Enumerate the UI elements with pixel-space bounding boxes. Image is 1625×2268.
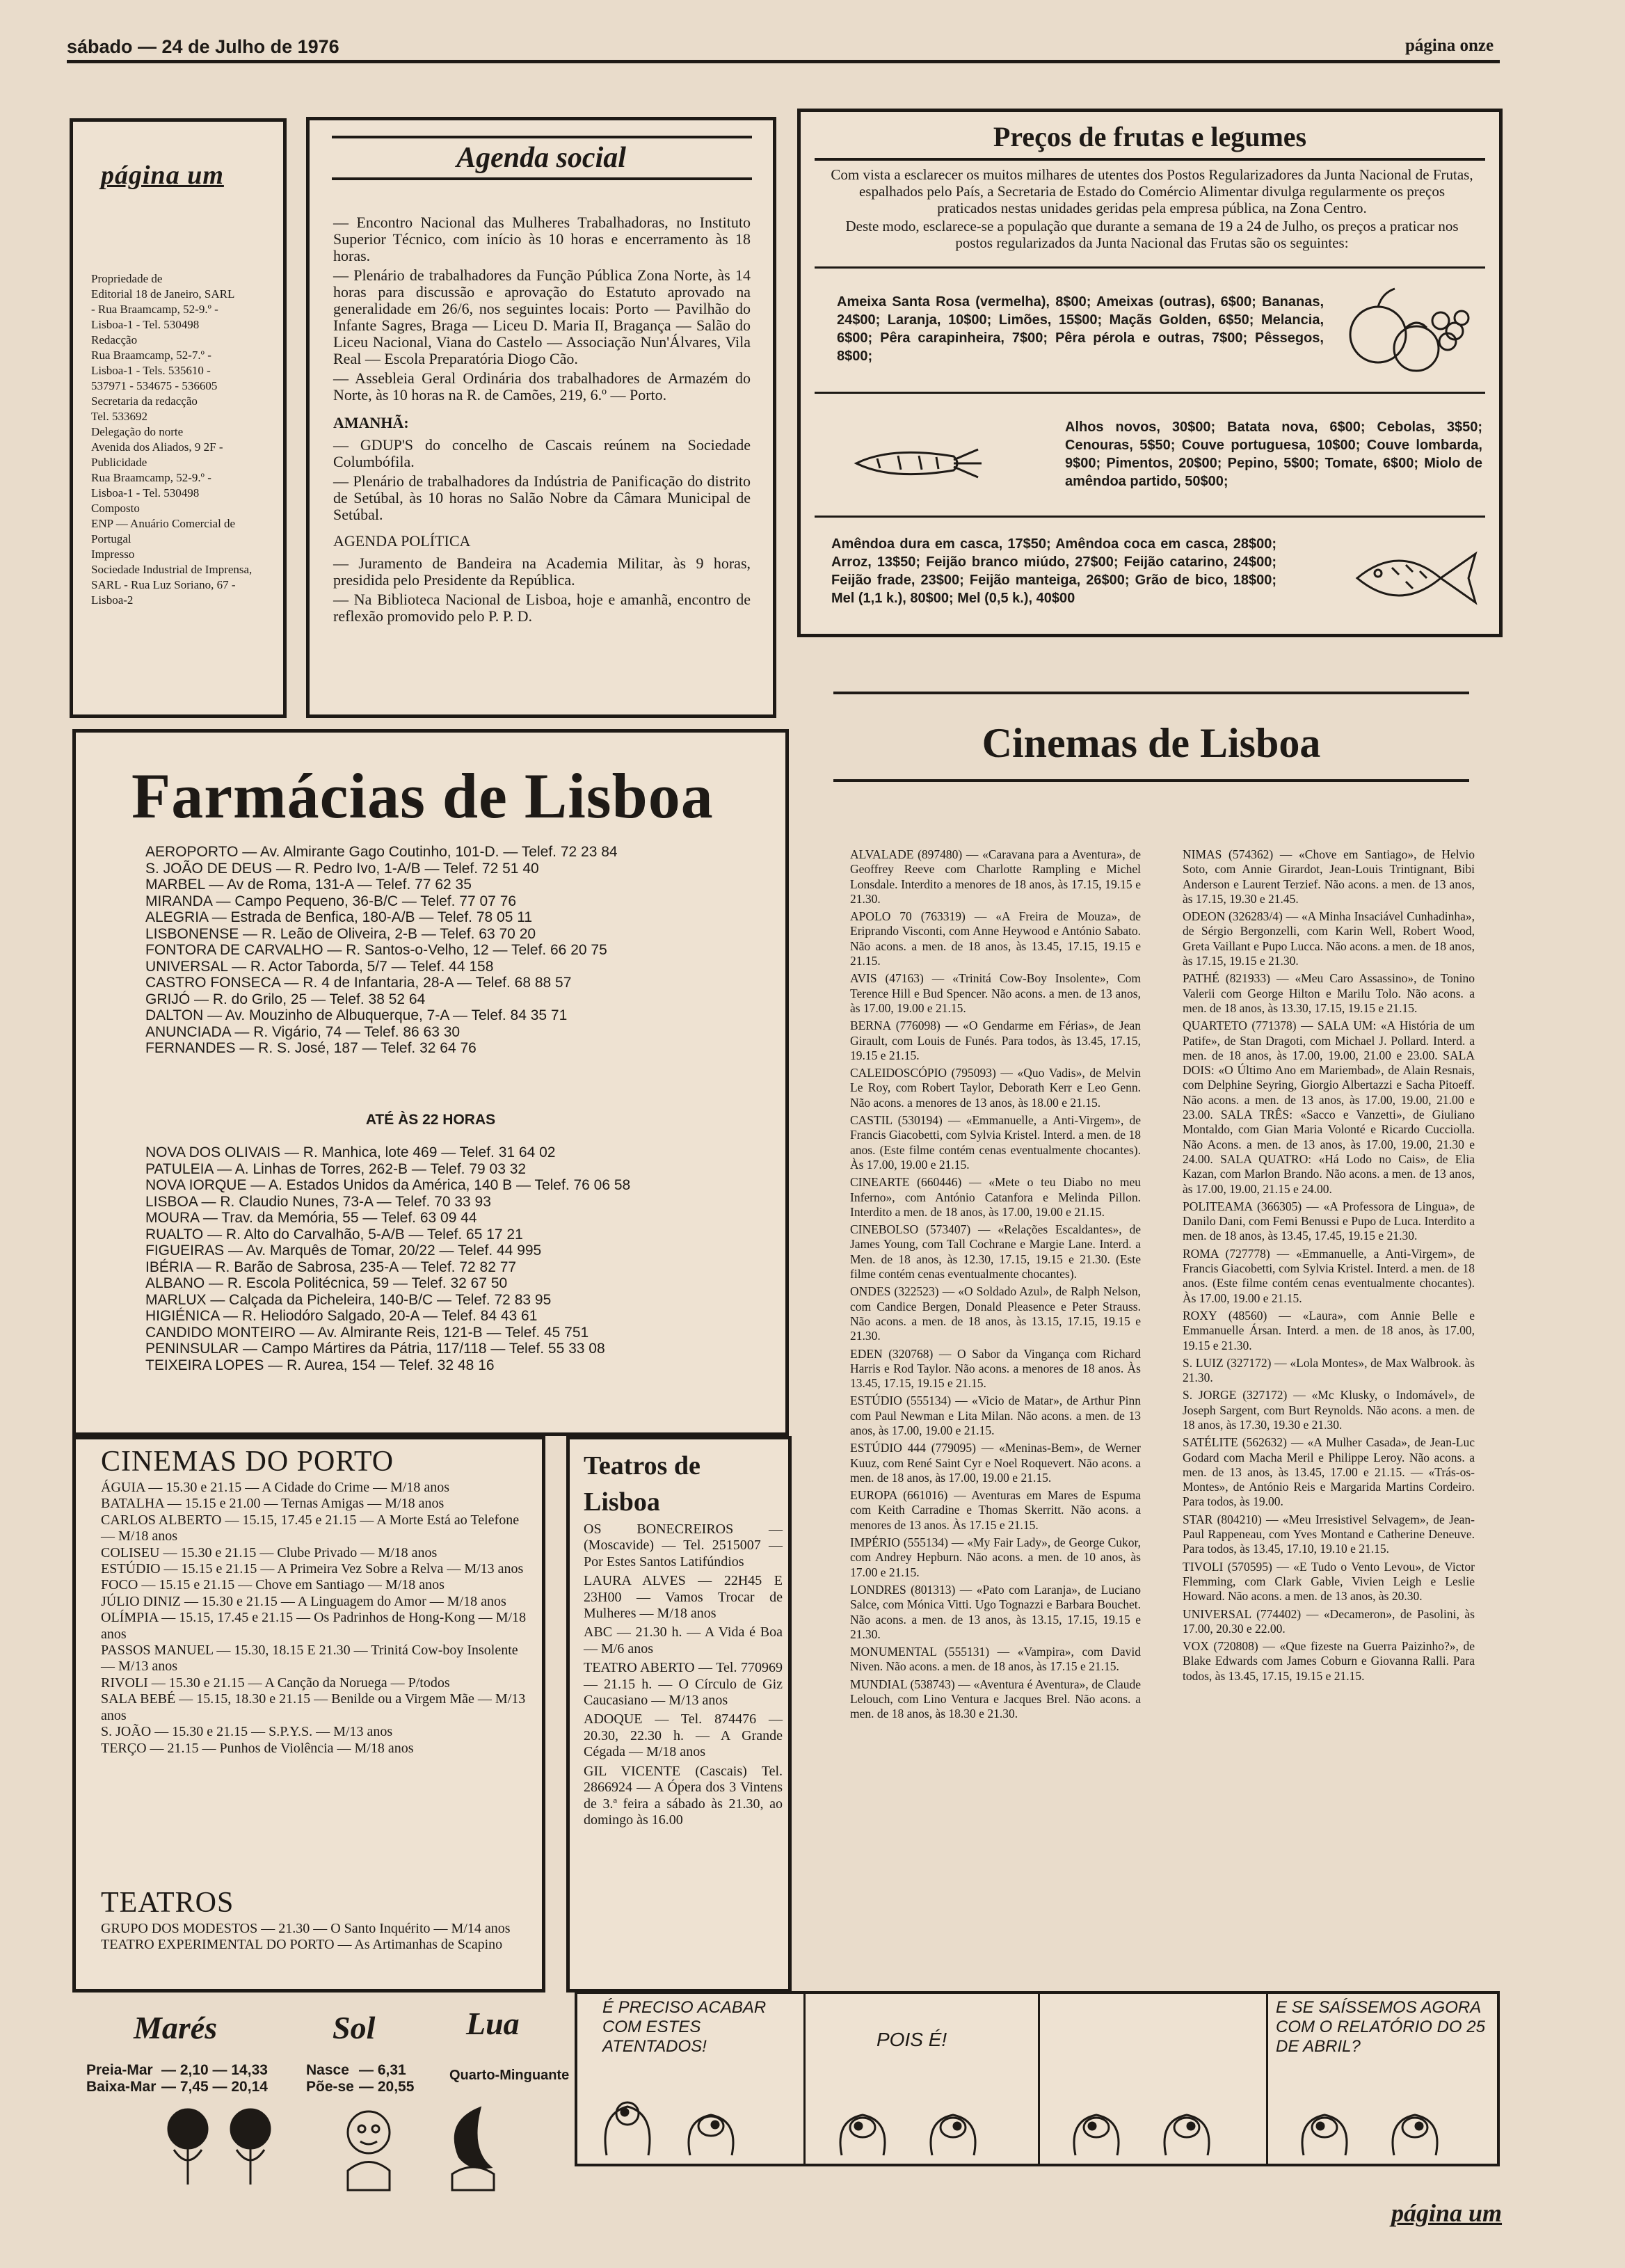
sol-title: Sol: [333, 2010, 376, 2045]
farmacia-late-entry: HIGIÉNICA — R. Heliodóro Salgado, 20-A — Telef. 84 43 61: [145, 1308, 538, 1324]
agenda-item: — Assebleia Geral Ordinária dos trabalhadores de Armazém do Norte, às 10 horas na R. de Camões, 219, 6.º — Porto.: [333, 369, 751, 404]
farmacia-late-entry: NOVA IORQUE — A. Estados Unidos da América, 140 B — Telef. 76 06 58: [145, 1177, 631, 1193]
cinema-listing: BERNA (776098) — «O Gendarme em Férias», de Jean Girault, com Louis de Funés. Para todos, às 13.45, 17.15, 19.15 e 21.15.: [850, 1019, 1141, 1062]
sol-table: [306, 2062, 414, 2095]
cinema-listing: EUROPA (661016) — Aventuras em Mares de Espuma com Keith Carradine e Thomas Skerritt. Não acons. a menores de 13 anos. Às 17.15 e 21.15.: [850, 1488, 1141, 1532]
farmacias-list: [145, 844, 771, 1057]
cartoon-characters-panel-1: [586, 2072, 794, 2162]
farmacia-late-entry: ALBANO — R. Escola Politécnica, 59 — Telef. 32 67 50: [145, 1275, 508, 1291]
cinema-listing: CALEIDOSCÓPIO (795093) — «Quo Vadis», de Melvin Le Roy, com Robert Taylor, Deborath Kerr e Leo Genn. Não acons. a menores de 13 anos, às 18.00 e 21.15.: [850, 1066, 1141, 1110]
farmacia-late-entry: PENINSULAR — Campo Mártires da Pátria, 117/118 — Telef. 55 33 08: [145, 1341, 605, 1357]
page-number: página onze: [1405, 36, 1494, 55]
precos-legumes: Alhos novos, 30$00; Batata nova, 6$00; Cebolas, 3$50; Cenouras, 5$50; Couve portuguesa, 10$00; Couve lombarda, 9$00; Pimentos, 20$00; Pepino, 5$00; Tomate, 6$00; Miolo de amêndoa partido, 50$00;: [1065, 420, 1482, 489]
sol-nasce-value: — 6,31: [359, 2062, 406, 2078]
precos-intro-text: Com vista a esclarecer os muitos milhares de utentes dos Postos Regularizadores da Junta Nacional de Frutas, espalhados pelo País, a Secretaria de Estado do Comércio Alimentar divulga regularmente os preços praticados nestas unidades geridas pela empresa pública, na Zona Centro.: [831, 166, 1473, 216]
precos-intro2-text: Deste modo, esclarece-se a população que durante a semana de 19 a 24 de Julho, os preços a praticar nos postos regularizados da Junta Nacional das Frutas são os seguintes:: [845, 218, 1459, 251]
masthead-line: Composto: [91, 502, 140, 515]
cartoon-characters-panel-4: [1276, 2072, 1484, 2162]
masthead-logo: página um: [101, 161, 224, 190]
lua-face-illustration: [431, 2101, 515, 2191]
teatro-listing: OS BONECREIROS — (Moscavide) — Tel. 2515007 — Por Estes Santos Latifúndios: [584, 1522, 783, 1570]
fruit-basket-illustration: [1336, 279, 1475, 383]
porto-cinema-listing: JÚLIO DINIZ — 15.30 e 21.15 — A Linguagem do Amor — M/18 anos: [101, 1593, 506, 1609]
cinema-listing: CASTIL (530194) — «Emmanuelle, a Anti-Virgem», de Francis Giacobetti, com Sylvia Kristel. Interd. a men. de 18 anos. (Este filme contém cenas eventualmente chocantes). Às 17.00, 19.00 e 21.15.: [850, 1113, 1141, 1172]
cinema-listing: S. LUIZ (327172) — «Lola Montes», de Max Walbrook. às 21.30.: [1183, 1355, 1475, 1385]
page-date: sábado — 24 de Julho de 1976: [67, 36, 339, 57]
porto-cinema-listing: ÁGUIA — 15.30 e 21.15 — A Cidade do Crime — M/18 anos: [101, 1480, 450, 1495]
teatro-listing: GIL VICENTE (Cascais) Tel. 2866924 — A Ópera dos 3 Vintens de 3.ª feira a sábado às 21.30, ao domingo às 16.00: [584, 1763, 783, 1828]
cinema-listing: APOLO 70 (763319) — «A Freira de Mouza», de Eriprando Visconti, com Anne Heywood e António Sabato. Não acons. a men. de 18 anos, às 13.45, 17.15, 19.15 e 21.15.: [850, 909, 1141, 968]
cinema-listing: PATHÉ (821933) — «Meu Caro Assassino», de Tonino Valerii com George Hilton e Marilu Tolo. Não acons. a men. de 18 anos, às 13.30, 17.15, 19.15 e 21.15.: [1183, 971, 1475, 1015]
agenda-amanha-item: — GDUP'S do concelho de Cascais reúnem na Sociedade Columbófila.: [333, 436, 751, 470]
porto-cinema-listing: RIVOLI — 15.30 e 21.15 — A Canção da Noruega — P/todos: [101, 1675, 450, 1691]
farmacia-entry: CASTRO FONSECA — R. 4 de Infantaria, 28-A — Telef. 68 88 57: [145, 975, 572, 991]
cartoon-characters-panel-2: [814, 2072, 1023, 2162]
teatros-lisboa-title: Teatros de Lisboa: [584, 1451, 701, 1517]
cinema-listing: ROXY (48560) — «Laura», com Annie Belle e Emmanuelle Ársan. Interd. a men. de 18 anos, às 17.00, 19.15 e 21.30.: [1183, 1308, 1475, 1352]
teatros-lisboa-list: [584, 1522, 783, 1831]
mares-table: [86, 2062, 268, 2095]
baixa-mar-label: Baixa-Mar: [86, 2079, 157, 2095]
cinema-listing: MONUMENTAL (555131) — «Vampira», com David Niven. Não acons. a men. de 18 anos, às 17.15 e 21.15.: [850, 1645, 1141, 1674]
farmacia-late-entry: FIGUEIRAS — Av. Marquês de Tomar, 20/22 — Telef. 44 995: [145, 1243, 542, 1259]
precos-intro: [828, 166, 1475, 251]
farmacia-late-entry: PATULEIA — A. Linhas de Torres, 262-B — Telef. 79 03 32: [145, 1160, 527, 1177]
farmacia-late-entry: MARLUX — Calçada da Picheleira, 140-B/C — Telef. 72 83 95: [145, 1291, 552, 1308]
masthead-line: Tel. 533692: [91, 410, 147, 423]
cinemas-lisboa-title: Cinemas de Lisboa: [982, 720, 1321, 766]
cinemas-title-rule: [833, 779, 1469, 782]
agenda-politica-item: — Na Biblioteca Nacional de Lisboa, hoje e amanhã, encontro de reflexão promovido pelo P. P. D.: [333, 591, 751, 625]
farmacia-late-entry: LISBOA — R. Claudio Nunes, 73-A — Telef. 70 33 93: [145, 1193, 491, 1210]
cinema-listing: ROMA (727778) — «Emmanuelle, a Anti-Virgem», de Francis Giacobetti, com Sylvia Kristel. Interd. a men. de 18 anos. (Este filme contém cenas eventualmente chocantes). Às 17.00, 19.00 e 21.15.: [1183, 1246, 1475, 1305]
cinema-listing: NIMAS (574362) — «Chove em Santiago», de Helvio Soto, com Annie Girardot, Jean-Louis Trintignant, Bibi Anderson e Laurent Terzief. Não acons. a men. de 13 anos, às 17.15, 19.30 e 21.45.: [1183, 847, 1475, 906]
masthead-line: ENP — Anuário Comercial de Portugal: [91, 517, 236, 545]
masthead-line: Propriedade de: [91, 272, 163, 285]
precos-outros: Amêndoa dura em casca, 17$50; Amêndoa coca em casca, 28$00; Arroz, 13$50; Feijão branco miúdo, 27$00; Feijão catarino, 24$00; Feijão frade, 23$00; Feijão manteiga, 26$00; Grão de bico, 18$00; Mel (1,1 k.), 80$00; Mel (0,5 k.), 40$00: [831, 536, 1276, 606]
teatro-listing: LAURA ALVES — 22H45 E 23H00 — Vamos Trocar de Mulheres — M/18 anos: [584, 1573, 783, 1622]
precos-box: [797, 109, 1503, 637]
porto-cinema-listing: CARLOS ALBERTO — 15.15, 17.45 e 21.15 — A Morte Está ao Telefone — M/18 anos: [101, 1512, 520, 1544]
cinemas-lisboa-col2: [1183, 847, 1475, 1686]
cinema-listing: ESTÚDIO 444 (779095) — «Meninas-Bem», de Werner Kuuz, com René Saint Cyr e Noel Roquevert. Não acons. a men. de 18 anos, às 17.00, 19.00 e 21.15.: [850, 1441, 1141, 1485]
precos-rule-3: [815, 516, 1485, 518]
teatro-listing: ADOQUE — Tel. 874476 — 20.30, 22.30 h. — A Grande Cégada — M/18 anos: [584, 1711, 783, 1760]
masthead-line: Impresso: [91, 548, 135, 561]
farmacia-entry: FERNANDES — R. S. José, 187 — Telef. 32 64 76: [145, 1040, 477, 1056]
teatros-lisboa-box: [566, 1436, 792, 1993]
porto-cinema-listing: BATALHA — 15.15 e 21.00 — Ternas Amigas — M/18 anos: [101, 1496, 445, 1512]
precos-title-rule: [815, 158, 1485, 161]
lua-phase: Quarto-Minguante: [449, 2068, 570, 2083]
agenda-top-rule: [332, 136, 752, 138]
cinema-listing: POLITEAMA (366305) — «A Professora de Lingua», de Danilo Dani, com Femi Benussi e Pupo de Luca. Interdito a men. de 18 anos, às 13.45, 17.45, 19.15 e 21.30.: [1183, 1199, 1475, 1243]
masthead-line: Avenida dos Aliados, 9 2F -: [91, 440, 223, 454]
farmacia-late-entry: MOURA — Trav. da Memória, 55 — Telef. 63 09 44: [145, 1210, 477, 1226]
masthead-line: Editorial 18 de Janeiro, SARL: [91, 287, 235, 301]
preia-mar-label: Preia-Mar: [86, 2062, 153, 2078]
agenda-item: — Encontro Nacional das Mulheres Trabalhadoras, no Instituto Superior Técnico, com início às 10 horas e encerramento às 18 horas.: [333, 214, 751, 264]
masthead-line: Rua Braamcamp, 52-7.º -: [91, 349, 211, 362]
cinemas-porto-title: CINEMAS DO PORTO: [101, 1446, 394, 1478]
porto-cinema-listing: OLÍMPIA — 15.15, 17.45 e 21.15 — Os Padrinhos de Hong-Kong — M/18 anos: [101, 1610, 527, 1642]
cinema-listing: EDEN (320768) — O Sabor da Vingança com Richard Harris e Rod Taylor. Não acons. a menores de 18 anos. Às 13.45, 17.15, 19.15 e 21.15.: [850, 1346, 1141, 1391]
porto-cinema-listing: ESTÚDIO — 15.15 e 21.15 — A Primeira Vez Sobre a Relva — M/13 anos: [101, 1561, 524, 1577]
agenda-amanha-item: — Plenário de trabalhadores da Indústria de Panificação do distrito de Setúbal, às 10 horas no Salão Nobre da Câmara Municipal de Setúbal.: [333, 472, 751, 523]
teatros-porto-list: [101, 1921, 532, 1954]
farmacia-entry: MIRANDA — Campo Pequeno, 36-B/C — Telef. 77 07 76: [145, 893, 517, 909]
cartoon-divider-2: [1038, 1994, 1040, 2164]
farmacia-entry: AEROPORTO — Av. Almirante Gago Coutinho, 101-D. — Telef. 72 23 84: [145, 844, 618, 860]
cinemas-lisboa-col1: [850, 847, 1141, 1725]
farmacia-entry: UNIVERSAL — R. Actor Taborda, 5/7 — Telef. 44 158: [145, 958, 494, 975]
farmacia-entry: GRIJÓ — R. do Grilo, 25 — Telef. 38 52 64: [145, 991, 426, 1007]
footer-logo: página um: [1391, 2199, 1503, 2227]
cinema-listing: CINEBOLSO (573407) — «Relações Escaldantes», de James Young, com Tall Cochrane e Margie Lane. Interd. a Men. de 18 anos, às 12.30, 17.15, 19.15 e 21.30. (Este filme contém cenas eventualmente chocantes).: [850, 1222, 1141, 1281]
sol-poe-label: Põe-se: [306, 2079, 354, 2095]
porto-cinema-listing: S. JOÃO — 15.30 e 21.15 — S.P.Y.S. — M/13 anos: [101, 1724, 393, 1740]
precos-title: Preços de frutas e legumes: [993, 121, 1307, 152]
cartoon-divider-3: [1266, 1994, 1268, 2164]
agenda-politica-label: AGENDA POLÍTICA: [333, 532, 471, 550]
farmacia-late-entry: IBÉRIA — R. Barão de Sabrosa, 235-A — Telef. 72 82 77: [145, 1259, 517, 1275]
masthead-line: 537971 - 534675 - 536605: [91, 379, 218, 392]
cinema-listing: MUNDIAL (538743) — «Aventura é Aventura», de Claude Lelouch, com Lino Ventura e Jacques Brel. Não acons. a men. de 18 anos, às 18.30 e 21.30.: [850, 1677, 1141, 1721]
cinema-listing: CINEARTE (660446) — «Mete o teu Diabo no meu Inferno», com António Catanfora e Melinda Pillon. Interdito a men. de 18 anos, às 17.00, 19.00 e 21.15.: [850, 1175, 1141, 1219]
masthead-line: Publicidade: [91, 456, 147, 469]
porto-cinema-listing: PASSOS MANUEL — 15.30, 18.15 E 21.30 — Trinitá Cow-boy Insolente — M/13 anos: [101, 1643, 518, 1675]
agenda-item: — Plenário de trabalhadores da Função Pública Zona Norte, às 14 horas para discussão e aprovação do Estatuto aprovado na generalidade em 26/6, nos seguintes locais: Porto — Pavilhão do Infante Sagres, Braga — Liceu D. Maria II, Bragança — Salão do Liceu Nacional, Viana do Castelo — Associação Nun'Álvares, Vila Real — Escola Preparatória Diogo Cão.: [333, 266, 751, 367]
cinema-listing: STAR (804210) — «Meu Irresistivel Selvagem», de Jean-Paul Rappeneau, com Yves Montand e Catherine Deneuve. Para todos, às 13.45, 17.10, 19.10 e 21.15.: [1183, 1512, 1475, 1556]
cinema-listing: LONDRES (801313) — «Pato com Laranja», de Luciano Salce, com Mónica Vitti. Ugo Tognazzi e Barbara Bouchet. Não acons. a men. de 13 anos, às 13.15, 17.15, 19.15 e 21.30.: [850, 1582, 1141, 1641]
masthead-line: - Rua Braamcamp, 52-9.º -: [91, 303, 218, 316]
sol-poe-value: — 20,55: [359, 2079, 415, 2095]
cinemas-porto-box: [72, 1436, 545, 1993]
teatro-listing: ABC — 21.30 h. — A Vida é Boa — M/6 anos: [584, 1624, 783, 1656]
agenda-content: [333, 214, 751, 628]
preia-mar-values: — 2,10 — 14,33: [161, 2062, 268, 2078]
cartoon-bubble-2: POIS É!: [876, 2029, 947, 2050]
cinema-listing: TIVOLI (570595) — «E Tudo o Vento Levou», de Victor Flemming, com Clark Gable, Vivien Leigh e Leslie Howard. Não acons. a men. de 13 anos, às 20.30.: [1183, 1559, 1475, 1604]
masthead-line: Sociedade Industrial de Imprensa, SARL - Rua Luz Soriano, 67 - Lisboa-2: [91, 563, 253, 607]
agenda-title: Agenda social: [456, 142, 626, 174]
agenda-amanha-label: AMANHÃ:: [333, 414, 409, 431]
teatro-listing: TEATRO ABERTO — Tel. 770969 — 21.15 h. — O Círculo de Giz Caucasiano — M/13 anos: [584, 1660, 783, 1709]
cinema-listing: ONDES (322523) — «O Soldado Azul», de Ralph Nelson, com Candice Bergen, Donald Pleasence e Peter Strauss. Não acons. a men. de 18 anos, às 13.15, 17.15, 19.15 e 21.30.: [850, 1284, 1141, 1343]
cartoon-bubble-1: É PRECISO ACABAR COM ESTES ATENTADOS!: [602, 1998, 767, 2056]
farmacias-list-late: [145, 1144, 778, 1373]
farmacias-box: [72, 729, 789, 1436]
porto-teatro-listing: TEATRO EXPERIMENTAL DO PORTO — As Artimanhas de Scapino: [101, 1937, 503, 1953]
agenda-title-rule: [332, 177, 752, 180]
cinema-listing: S. JORGE (327172) — «Mc Klusky, o Indomável», de Joseph Sargent, com Burt Reynolds. Não acons. a men. de 18 anos, às 17.30, 19.30 e 21.30.: [1183, 1388, 1475, 1432]
farmacia-entry: MARBEL — Av de Roma, 131-A — Telef. 77 62 35: [145, 877, 472, 893]
masthead-line: Delegação do norte: [91, 425, 184, 438]
farmacia-entry: DALTON — Av. Mouzinho de Albuquerque, 7-A — Telef. 84 35 71: [145, 1007, 568, 1023]
farmacia-late-entry: TEIXEIRA LOPES — R. Aurea, 154 — Telef. 32 48 16: [145, 1357, 495, 1373]
lua-title: Lua: [466, 2006, 520, 2041]
precos-frutas: Ameixa Santa Rosa (vermelha), 8$00; Ameixas (outras), 6$00; Bananas, 24$00; Laranja, 10$00; Limões, 15$00; Maçãs Golden, 6$50; Melancia, 6$00; Pêra carapinheira, 7$00; Pêra pérola e outras, 7$00; Pêssegos, 8$00;: [837, 294, 1324, 364]
cinemas-top-rule: [833, 692, 1469, 694]
cartoon-divider-1: [803, 1994, 806, 2164]
sol-nasce-label: Nasce: [306, 2062, 349, 2078]
precos-rule-2: [815, 392, 1485, 394]
cinema-listing: UNIVERSAL (774402) — «Decameron», de Pasolini, às 17.00, 20.30 e 22.00.: [1183, 1606, 1475, 1636]
masthead-line: Lisboa-1 - Tels. 535610 -: [91, 364, 211, 377]
carrot-illustration: [849, 439, 988, 488]
mares-title: Marés: [134, 2010, 218, 2045]
farmacias-title: Farmácias de Lisboa: [131, 760, 714, 831]
porto-cinema-listing: COLISEU — 15.30 e 21.15 — Clube Privado — M/18 anos: [101, 1544, 438, 1560]
farmacia-entry: S. JOÃO DE DEUS — R. Pedro Ivo, 1-A/B — Telef. 72 51 40: [145, 860, 539, 877]
agenda-box: [306, 117, 776, 718]
cartoon-characters-panel-3: [1048, 2072, 1256, 2162]
masthead-line: Lisboa-1 - Tel. 530498: [91, 486, 200, 500]
agenda-politica-item: — Juramento de Bandeira na Academia Militar, às 9 horas, presidida pelo Presidente da República.: [333, 554, 751, 589]
farmacia-late-entry: RUALTO — R. Alto do Carvalhão, 5-A/B — Telef. 65 17 21: [145, 1226, 523, 1243]
cinema-listing: ALVALADE (897480) — «Caravana para a Aventura», de Geoffrey Reeve com Charlotte Rampling e Michel Lonsdale. Interdito a menores de 18 anos, às 17.15, 19.15 e 21.30.: [850, 847, 1141, 906]
precos-rule-1: [815, 266, 1485, 269]
masthead-line: Rua Braamcamp, 52-9.º -: [91, 471, 211, 484]
farmacia-late-entry: NOVA DOS OLIVAIS — R. Manhica, lote 469 — Telef. 31 64 02: [145, 1144, 556, 1160]
header-rule: [67, 60, 1500, 63]
cinema-listing: QUARTETO (771378) — SALA UM: «A História de um Patife», de Stan Dragoti, com Michael J. Pollard. Interd. a men. de 18 anos, às 17.00, 19.00, 21.00 e 23.00. SALA DOIS: «O Último Ano em Mariembad», de Alain Resnais, com Delphine Seyring, Giorgio Albertazzi e Sacha Pitoeff. Não acons. a men. de 13 anos, às 17.00, 19.00, 21.00 e 23.00. SALA TRÊS: «Sacco e Vanzetti», de Giuliano Montaldo, com Gian Maria Volonté e Ricardo Cucciolla. Não Acons. a men. de 13 anos, às 17.00, 19.00, 21.30 e 24.00. SALA QUATRO: «Há Lodo no Cais», de Elia Kazan, com Marlon Brando. Não acons. a men. de 13 anos, às 17.00, 19.00, 21.15 e 24.00.: [1183, 1019, 1475, 1196]
porto-cinema-listing: FOCO — 15.15 e 21.15 — Chove em Santiago — M/18 anos: [101, 1577, 445, 1593]
porto-teatro-listing: GRUPO DOS MODESTOS — 21.30 — O Santo Inquérito — M/14 anos: [101, 1921, 511, 1936]
farmacia-late-entry: CANDIDO MONTEIRO — Av. Almirante Reis, 121-B — Telef. 45 751: [145, 1324, 589, 1341]
farmacia-entry: ANUNCIADA — R. Vigário, 74 — Telef. 86 63 30: [145, 1023, 461, 1040]
mares-faces-illustration: [153, 2101, 292, 2191]
porto-cinema-listing: SALA BEBÉ — 15.15, 18.30 e 21.15 — Benilde ou a Virgem Mãe — M/13 anos: [101, 1691, 526, 1723]
cinema-listing: AVIS (47163) — «Trinitá Cow-Boy Insolente», Com Terence Hill e Bud Spencer. Não acons. a men. de 13 anos, às 17.00, 19.00 e 21.15.: [850, 971, 1141, 1015]
masthead-line: Redacção: [91, 333, 138, 346]
cinema-listing: ODEON (326283/4) — «A Minha Insaciável Cunhadinha», de Sérgio Bergonzelli, com Karin Well, Robert Wood, Greta Vaillant e Pupo Lucca. Não acons. a men. de 18 anos, às 17.15, 19.15 e 21.30.: [1183, 909, 1475, 968]
fish-illustration: [1350, 540, 1482, 616]
teatros-porto-title: TEATROS: [101, 1887, 234, 1919]
baixa-mar-values: — 7,45 — 20,14: [161, 2079, 268, 2095]
sol-face-illustration: [327, 2101, 410, 2191]
masthead-line: Secretaria da redacção: [91, 394, 198, 408]
cinema-listing: ESTÚDIO (555134) — «Vicio de Matar», de Arthur Pinn com Paul Newman e Lita Milan. Não acons. a men. de 13 anos, às 17.00, 19.00 e 21.15.: [850, 1393, 1141, 1437]
farmacias-subhead: ATÉ ÀS 22 HORAS: [365, 1112, 496, 1128]
cartoon-strip: [575, 1991, 1500, 2166]
porto-cinema-listing: TERÇO — 21.15 — Punhos de Violência — M/18 anos: [101, 1740, 414, 1756]
masthead-credits: [91, 271, 272, 608]
cinema-listing: VOX (720808) — «Que fizeste na Guerra Paizinho?», de Blake Edwards com James Coburn e Giovanna Ralli. Para todos, às 13.45, 17.15, 19.15 e 21.15.: [1183, 1639, 1475, 1683]
cartoon-bubble-3: E SE SAÍSSEMOS AGORA COM O RELATÓRIO DO 25 DE ABRIL?: [1276, 1998, 1485, 2056]
masthead-line: Lisboa-1 - Tel. 530498: [91, 318, 200, 331]
masthead-box: [70, 118, 287, 718]
farmacia-entry: ALEGRIA — Estrada de Benfica, 180-A/B — Telef. 78 05 11: [145, 909, 533, 925]
cinema-listing: SATÉLITE (562632) — «A Mulher Casada», de Jean-Luc Godard com Macha Meril e Philippe Leroy. Não acons. a men. de 13 anos, às 13.45, 17.00 e 21.15. — «Trás-os-Montes», de António Reis e Margarida Martins Cordeiro. Para todos, às 19.00.: [1183, 1435, 1475, 1509]
farmacia-entry: FONTORA DE CARVALHO — R. Santos-o-Velho, 12 — Telef. 66 20 75: [145, 942, 607, 958]
cinemas-porto-list: [101, 1480, 532, 1757]
farmacia-entry: LISBONENSE — R. Leão de Oliveira, 2-B — Telef. 63 70 20: [145, 925, 536, 942]
cinema-listing: IMPÉRIO (555134) — «My Fair Lady», de George Cukor, com Andrey Hepburn. Não acons. a men. de 10 anos, às 17.00 e 21.15.: [850, 1535, 1141, 1579]
